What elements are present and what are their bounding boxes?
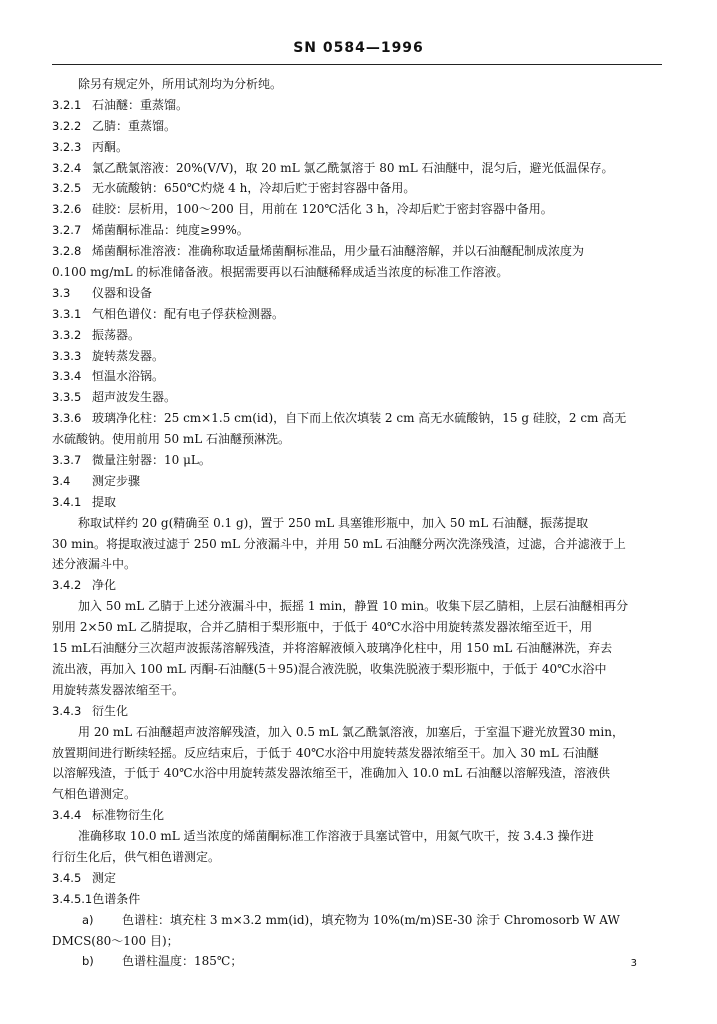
text-line [52, 933, 662, 949]
text-line [52, 765, 662, 781]
clause-number: 3.3.4 [52, 369, 82, 384]
line-text: 气相色谱仪：配有电子俘获检测器。 [92, 306, 285, 321]
text-line [52, 953, 662, 969]
line-text: 以溶解残渣，于低于 40℃水浴中用旋转蒸发器浓缩至干，准确加入 10.0 mL 石油醚以溶解残渣，溶液供 [52, 766, 611, 781]
text-line [52, 348, 662, 364]
text-line [52, 410, 662, 426]
text-line [52, 891, 662, 907]
text-line [52, 368, 662, 384]
clause-number: 3.2.4 [52, 160, 82, 175]
text-line [52, 870, 662, 886]
text-line [52, 180, 662, 196]
text-line [52, 682, 662, 698]
line-text: 0.100 mg/mL 的标准储备液。根据需要再以石油醚稀释成适当浓度的标准工作溶液。 [52, 265, 509, 280]
standard-number-header: SN 0584—1996 [293, 40, 424, 56]
text-line [52, 160, 662, 176]
clause-number: 3.4 [52, 473, 71, 488]
line-text: 衍生化 [92, 703, 129, 718]
clause-number: 3.2.1 [52, 97, 82, 112]
clause-number: 3.4.4 [52, 808, 82, 823]
text-line [52, 139, 662, 155]
clause-number: 3.3.2 [52, 327, 82, 342]
text-line [52, 912, 662, 928]
line-text: 超声波发生器。 [92, 390, 177, 405]
line-text: 净化 [92, 578, 117, 593]
clause-number: 3.2.6 [52, 202, 82, 217]
clause-number: 3.2.2 [52, 118, 82, 133]
line-text: 仪器和设备 [92, 285, 153, 300]
text-line [52, 724, 662, 740]
clause-number: 3.3 [52, 285, 71, 300]
clause-number: 3.4.5 [52, 870, 82, 885]
text-line [52, 201, 662, 217]
line-text: 色谱柱：填充柱 3 m×3.2 mm(id)，填充物为 10%(m/m)SE-30 涂于 Chromosorb W AW [122, 912, 620, 927]
text-line [52, 97, 662, 113]
body-text [52, 76, 662, 974]
line-text: 流出液，再加入 100 mL 丙酮-石油醚(5＋95)混合液洗脱，收集洗脱液于梨形瓶中，于低于 40℃水浴中 [52, 661, 607, 676]
line-text: 石油醚：重蒸馏。 [92, 97, 189, 112]
clause-number: 3.4.5.1 [52, 891, 93, 906]
clause-number: 3.2.7 [52, 223, 82, 238]
text-line [52, 536, 662, 552]
text-line [52, 285, 662, 301]
text-line [52, 577, 662, 593]
page-number: 3 [630, 958, 637, 969]
text-line [52, 76, 662, 92]
clause-number: a) [82, 912, 94, 927]
text-line [52, 828, 662, 844]
line-text: 烯菌酮标准溶液：准确称取适量烯菌酮标准品，用少量石油醚溶解，并以石油醚配制成浓度为 [92, 244, 585, 259]
clause-number: 3.3.3 [52, 348, 82, 363]
line-text: 烯菌酮标准品：纯度≥99%。 [92, 223, 249, 238]
line-text: 水硫酸钠。使用前用 50 mL 石油醚预淋洗。 [52, 432, 291, 447]
line-text: 别用 2×50 mL 乙腈提取，合并乙腈相于梨形瓶中，于低于 40℃水浴中用旋转蒸发器浓缩至近干，用 [52, 620, 593, 635]
clause-number: 3.2.8 [52, 244, 82, 259]
line-text: 氯乙酰氯溶液：20%(V/V)，取 20 mL 氯乙酰氯溶于 80 mL 石油醚中，混匀后，避光低温保存。 [92, 160, 614, 175]
line-text: 乙腈：重蒸馏。 [92, 118, 177, 133]
line-text: 色谱柱温度：185℃； [122, 954, 243, 969]
text-line [52, 389, 662, 405]
line-text: 恒温水浴锅。 [92, 369, 165, 384]
text-line [52, 745, 662, 761]
text-line [52, 703, 662, 719]
line-text: 述分液漏斗中。 [52, 557, 137, 572]
line-text: 测定步骤 [92, 473, 141, 488]
text-line [52, 222, 662, 238]
line-text: 用 20 mL 石油醚超声波溶解残渣，加入 0.5 mL 氯乙酰氯溶液，加塞后，于室温下避光放置30 min， [78, 724, 624, 739]
line-text: 无水硫酸钠：650℃灼烧 4 h，冷却后贮于密封容器中备用。 [92, 181, 416, 196]
line-text: 色谱条件 [92, 891, 141, 906]
line-text: 玻璃净化柱：25 cm×1.5 cm(id)，自下而上依次填装 2 cm 高无水硫酸钠，15 g 硅胶，2 cm 高无 [92, 411, 627, 426]
text-line [52, 619, 662, 635]
text-line [52, 118, 662, 134]
line-text: 标准物衍生化 [92, 808, 165, 823]
line-text: 测定 [92, 870, 117, 885]
text-line [52, 243, 662, 259]
clause-number: 3.2.5 [52, 181, 82, 196]
line-text: 旋转蒸发器。 [92, 348, 165, 363]
text-line [52, 640, 662, 656]
text-line [52, 515, 662, 531]
line-text: 提取 [92, 494, 117, 509]
line-text: 15 mL石油醚分三次超声波振荡溶解残渣，并将溶解液倾入玻璃净化柱中，用 150 mL 石油醚淋洗，弃去 [52, 641, 613, 656]
line-text: 除另有规定外，所用试剂均为分析纯。 [78, 77, 283, 91]
text-line [52, 786, 662, 802]
clause-number: 3.4.2 [52, 578, 82, 593]
clause-number: 3.4.3 [52, 703, 82, 718]
clause-number: 3.3.5 [52, 390, 82, 405]
line-text: 称取试样约 20 g(精确至 0.1 g)，置于 250 mL 具塞锥形瓶中，加入 50 mL 石油醚，振荡提取 [78, 515, 589, 530]
header-rule [52, 64, 662, 65]
clause-number: 3.4.1 [52, 494, 82, 509]
clause-number: 3.3.1 [52, 306, 82, 321]
text-line [52, 306, 662, 322]
line-text: 加入 50 mL 乙腈于上述分液漏斗中，振摇 1 min，静置 10 min。收集下层乙腈相，上层石油醚相再分 [78, 599, 629, 614]
line-text: DMCS(80～100 目)； [52, 933, 179, 948]
line-text: 硅胶：层析用，100～200 目，用前在 120℃活化 3 h，冷却后贮于密封容器中备用。 [92, 202, 553, 217]
text-line [52, 494, 662, 510]
text-line [52, 327, 662, 343]
text-line [52, 452, 662, 468]
line-text: 气相色谱测定。 [52, 787, 137, 802]
line-text: 丙酮。 [92, 139, 129, 154]
text-line [52, 598, 662, 614]
clause-number: 3.2.3 [52, 139, 82, 154]
line-text: 准确移取 10.0 mL 适当浓度的烯菌酮标准工作溶液于具塞试管中，用氮气吹干，按 3.4.3 操作进 [78, 829, 594, 844]
line-text: 用旋转蒸发器浓缩至干。 [52, 682, 185, 697]
line-text: 放置期间进行断续轻摇。反应结束后，于低于 40℃水浴中用旋转蒸发器浓缩至干。加入 30 mL 石油醚 [52, 745, 599, 760]
line-text: 微量注射器：10 μL。 [92, 453, 211, 468]
line-text: 行衍生化后，供气相色谱测定。 [52, 849, 221, 864]
text-line [52, 661, 662, 677]
text-line [52, 556, 662, 572]
text-line [52, 431, 662, 447]
text-line [52, 849, 662, 865]
clause-number: 3.3.7 [52, 453, 82, 468]
text-line [52, 807, 662, 823]
line-text: 振荡器。 [92, 327, 141, 342]
clause-number: b) [82, 954, 94, 969]
clause-number: 3.3.6 [52, 411, 82, 426]
text-line [52, 473, 662, 489]
text-line [52, 264, 662, 280]
line-text: 30 min。将提取液过滤于 250 mL 分液漏斗中，并用 50 mL 石油醚分两次洗涤残渣，过滤，合并滤液于上 [52, 536, 626, 551]
